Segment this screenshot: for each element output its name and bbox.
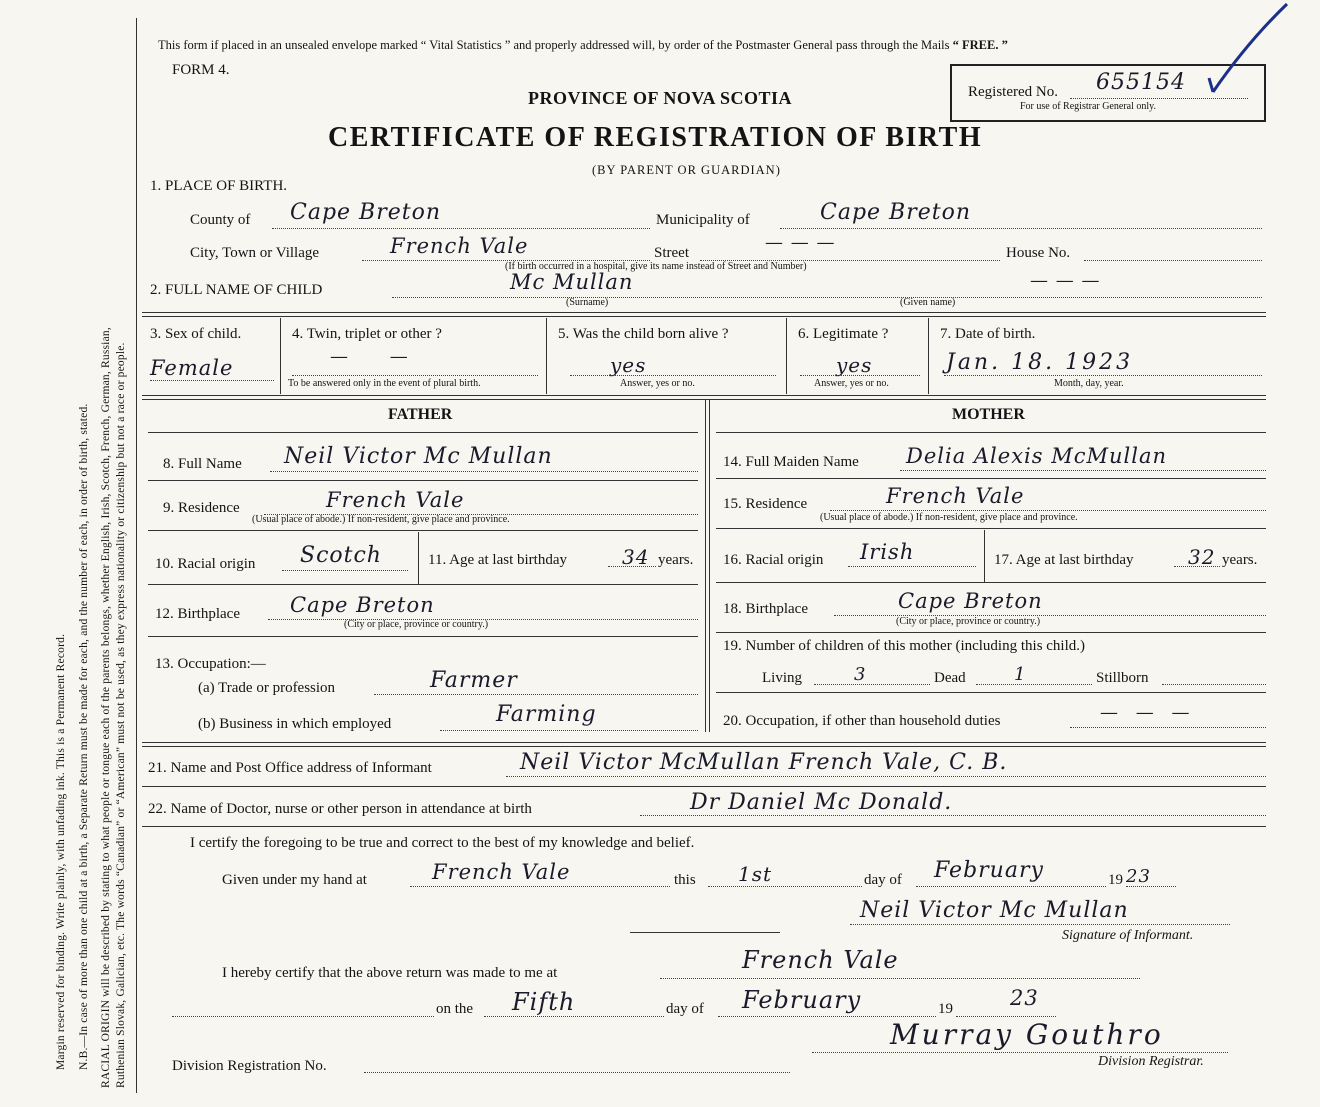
twin-note: To be answered only in the event of plural birth. [288,378,481,389]
margin-rule [136,18,137,1093]
mother-occupation-value: — — — [1100,702,1196,723]
legitimate-note: Answer, yes or no. [814,378,889,389]
place-section-title: 1. PLACE OF BIRTH. [150,178,288,194]
father-name-label: 8. Full Name [163,456,242,472]
father-age-unit: years. [658,552,694,568]
doctor-label: 22. Name of Doctor, nurse or other person in attendance at birth [148,801,532,817]
father-business-label: (b) Business in which employed [198,716,392,732]
father-trade-label: (a) Trade or profession [198,680,336,696]
dayof-label: day of [864,872,902,888]
informant-value: Neil Victor McMullan French Vale, C. B. [520,750,1008,775]
alive-label: 5. Was the child born alive ? [558,326,729,342]
registrar-caption: Division Registrar. [1098,1054,1204,1069]
child-given-name: — — — [1030,270,1101,291]
onthe-value: Fifth [512,988,576,1016]
twin-label: 4. Twin, triplet or other ? [292,326,442,342]
county-label: County of [190,212,251,228]
sex-label: 3. Sex of child. [150,326,242,342]
city-value: French Vale [390,234,529,258]
father-age-label: 11. Age at last birthday [428,552,567,568]
given-place: French Vale [432,860,571,884]
dead-value: 1 [1014,664,1027,685]
mother-birthplace-note: (City or place, province or country.) [896,616,1041,627]
mother-residence-label: 15. Residence [723,496,808,512]
father-birthplace-label: 12. Birthplace [155,606,240,622]
certify-statement: I certify the foregoing to be true and correct to the best of my knowledge and belief. [190,835,695,851]
informant-label: 21. Name and Post Office address of Informant [148,760,432,776]
registrar-signature: Murray Gouthro [890,1018,1164,1051]
return-label: I hereby certify that the above return was made to me at [222,965,558,981]
father-residence-note: (Usual place of abode.) If non-resident, give place and province. [252,514,510,525]
mother-age-value: 32 [1188,545,1216,569]
onthe-label: on the [436,1001,474,1017]
alive-note: Answer, yes or no. [620,378,695,389]
mother-occupation-label: 20. Occupation, if other than household duties [723,713,1001,729]
mother-race-label: 16. Racial origin [723,552,824,568]
given-label: Given under my hand at [222,872,367,888]
surname-caption: (Surname) [566,297,609,308]
mother-residence-note: (Usual place of abode.) If non-resident, give place and province. [820,512,1078,523]
mother-age-label: 17. Age at last birthday [994,552,1134,568]
mother-race-value: Irish [860,540,915,564]
father-heading: FATHER [388,406,453,423]
stillborn-label: Stillborn [1096,670,1149,686]
father-birthplace-value: Cape Breton [290,593,435,617]
city-label: City, Town or Village [190,245,320,261]
father-age-value: 34 [622,545,650,569]
child-surname: Mc Mullan [510,270,634,294]
living-label: Living [762,670,802,686]
month-value: February [934,858,1044,883]
dayof2-label: day of [666,1001,704,1017]
dead-label: Dead [934,670,966,686]
twin-value: — — [330,346,426,367]
year-value: 23 [1126,866,1151,887]
mother-children-label: 19. Number of children of this mother (including this child.) [723,638,1086,654]
county-value: Cape Breton [290,200,442,225]
return-place: French Vale [742,946,899,974]
dob-label: 7. Date of birth. [940,326,1036,342]
father-race-label: 10. Racial origin [155,556,256,572]
margin-note-4: Ruthenian Slovak, Galician, etc. The words “Canadian” or “American” must not be used, as they express nationality or citizenship but not a race or people. [115,342,127,1088]
given-name-caption: (Given name) [900,297,956,308]
mother-name-label: 14. Full Maiden Name [723,454,859,470]
check-mark-icon [1205,0,1295,100]
father-race-value: Scotch [300,543,382,568]
alive-value: yes [610,353,647,377]
informant-signature: Neil Victor Mc Mullan [860,898,1129,923]
form-number: FORM 4. [172,62,230,78]
year-prefix: 19 [1108,872,1123,888]
division-registration-label: Division Registration No. [172,1058,327,1074]
margin-note-3: RACIAL ORIGIN will be described by stating to what people or tongue each of the parents belongs, whether English, Irish, Scotch, French, German, Russian, [100,327,112,1088]
province-heading: PROVINCE OF NOVA SCOTIA [528,88,793,108]
father-business-value: Farming [496,702,597,727]
year2-value: 23 [1010,986,1039,1010]
mother-birthplace-value: Cape Breton [898,589,1043,613]
legitimate-value: yes [836,353,873,377]
living-value: 3 [854,664,867,685]
margin-note-2: N.B.—In case of more than one child at a birth, a Separate Return must be made for each, and the number of each, in order of birth, stated. [78,403,90,1070]
municipality-value: Cape Breton [820,200,972,225]
father-name-value: Neil Victor Mc Mullan [284,444,553,469]
father-residence-label: 9. Residence [163,500,240,516]
registrar-note: For use of Registrar General only. [1020,101,1156,112]
registered-number: 655154 [1096,70,1186,95]
doctor-value: Dr Daniel Mc Donald. [690,790,953,815]
child-name-label: 2. FULL NAME OF CHILD [150,282,323,298]
informant-sig-caption: Signature of Informant. [1062,928,1194,943]
mother-heading: MOTHER [952,406,1025,423]
page-subtitle: (BY PARENT OR GUARDIAN) [592,163,781,177]
municipality-label: Municipality of [656,212,750,228]
street-value: — — — [765,232,836,253]
street-label: Street [654,245,689,261]
dob-note: Month, day, year. [1054,378,1124,389]
father-trade-value: Farmer [430,668,518,693]
dob-value: Jan. 18. 1923 [946,350,1134,375]
page-title: CERTIFICATE OF REGISTRATION OF BIRTH [328,122,983,153]
hospital-note: (If birth occurred in a hospital, give its name instead of Street and Number) [505,261,807,272]
legitimate-label: 6. Legitimate ? [798,326,889,342]
father-occupation-label: 13. Occupation:— [155,656,266,672]
margin-note-1: Margin reserved for binding. Write plainly, with unfading ink. This is a Permanent Record. [55,633,67,1070]
father-residence-value: French Vale [326,488,465,512]
mother-birthplace-label: 18. Birthplace [723,601,808,617]
month2-value: February [742,986,862,1014]
sex-value: Female [150,356,234,380]
mother-name-value: Delia Alexis McMullan [906,444,1167,468]
mother-age-unit: years. [1222,552,1258,568]
year2-prefix: 19 [938,1001,953,1017]
this-value: 1st [738,862,773,886]
postal-note: This form if placed in an unsealed envelope marked “ Vital Statistics ” and properly addressed will, by order of the Postmaster General pass through the Mails “ FREE. ” [158,38,1008,52]
father-birthplace-note: (City or place, province or country.) [344,619,489,630]
registered-label: Registered No. [968,84,1058,100]
this-label: this [674,872,696,888]
mother-residence-value: French Vale [886,484,1025,508]
house-label: House No. [1006,245,1071,261]
